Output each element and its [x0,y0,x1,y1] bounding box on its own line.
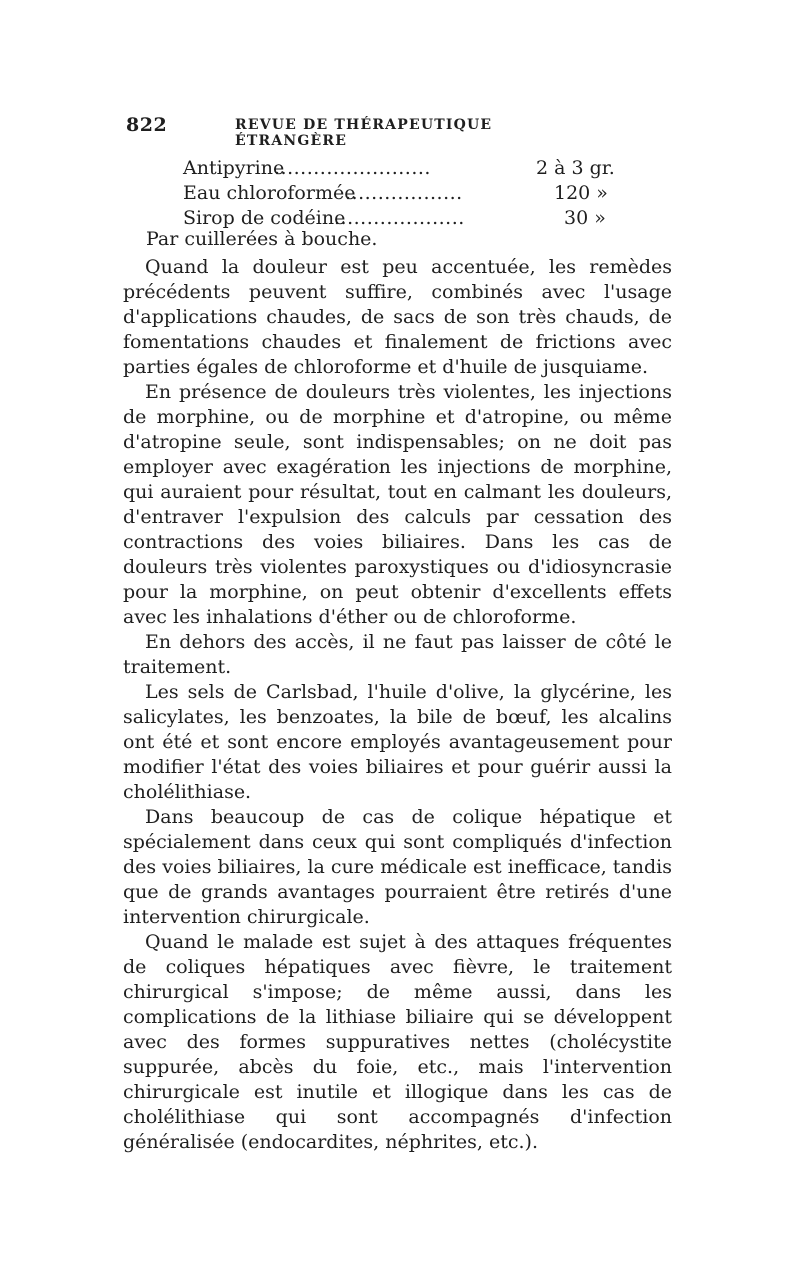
leader-dots: ........................ [274,157,431,179]
paragraph: Les sels de Carlsbad, l'huile d'olive, la glycérine, les salicylates, les benzoates, la bile de bœuf, les alcalins ont été et sont encore employés avantageusement pour modifier l'état des voies biliaires et pour guérir aussi la cholélithiase. [123,681,672,803]
ingredient-quantity: 30 » [564,207,606,229]
leader-dots: .................. [345,182,463,204]
prescription-list [183,156,630,231]
ingredient-name: Antipyrine [183,157,285,179]
paragraph: Dans beaucoup de cas de colique hépatique et spécialement dans ceux qui sont compliqués d'infection des voies biliaires, la cure médicale est inefficace, tandis que de grands avantages pourraient être retirés d'une intervention chirurgicale. [123,806,672,928]
body-text [123,255,672,1155]
paragraph: Quand la douleur est peu accentuée, les remèdes précédents peuvent suffire, combinés avec l'usage d'applications chaudes, de sacs de son très chauds, de fomentations chaudes et finalement de frictions avec parties égales de chloroforme et d'huile de jusquiame. [123,256,672,378]
ingredient-name: Eau chloroformée [183,182,356,204]
ingredient-quantity: 120 » [554,182,608,204]
running-header [126,114,596,149]
journal-title: REVUE DE THÉRAPEUTIQUE ÉTRANGÈRE [235,117,493,149]
ingredient-name: Sirop de codéine [183,207,346,229]
paragraph: Quand le malade est sujet à des attaques fréquentes de coliques hépatiques avec fièvre, le traitement chirurgical s'impose; de même aussi, dans les complications de la lithiase biliaire qui se développent avec des formes suppuratives nettes (cholécystite suppurée, abcès du foie, etc., mais l'intervention chirurgicale est inutile et illogique dans les cas de cholélithiase qui sont accompagnés d'infection généralisée (endocardites, néphrites, etc.). [123,931,672,1153]
ingredient-quantity: 2 à 3 gr. [536,157,615,179]
leader-dots: .................... [334,207,465,229]
prescription-row [183,156,630,181]
paragraph: En présence de douleurs très violentes, les injections de morphine, ou de morphine et d'atropine, ou même d'atropine seule, sont indispensables; on ne doit pas employer avec exagération les injections de morphine, qui auraient pour résultat, tout en calmant les douleurs, d'entraver l'expulsion des calculs par cessation des contractions des voies biliaires. Dans les cas de douleurs très violentes paroxystiques ou d'idiosyncrasie pour la morphine, on peut obtenir d'excellents effets avec les inhalations d'éther ou de chloroforme. [123,381,672,628]
page-number: 822 [126,114,168,136]
dosage-instruction: Par cuillerées à bouche. [146,228,378,250]
prescription-row [183,181,630,206]
paragraph: En dehors des accès, il ne faut pas laisser de côté le traitement. [123,631,672,678]
